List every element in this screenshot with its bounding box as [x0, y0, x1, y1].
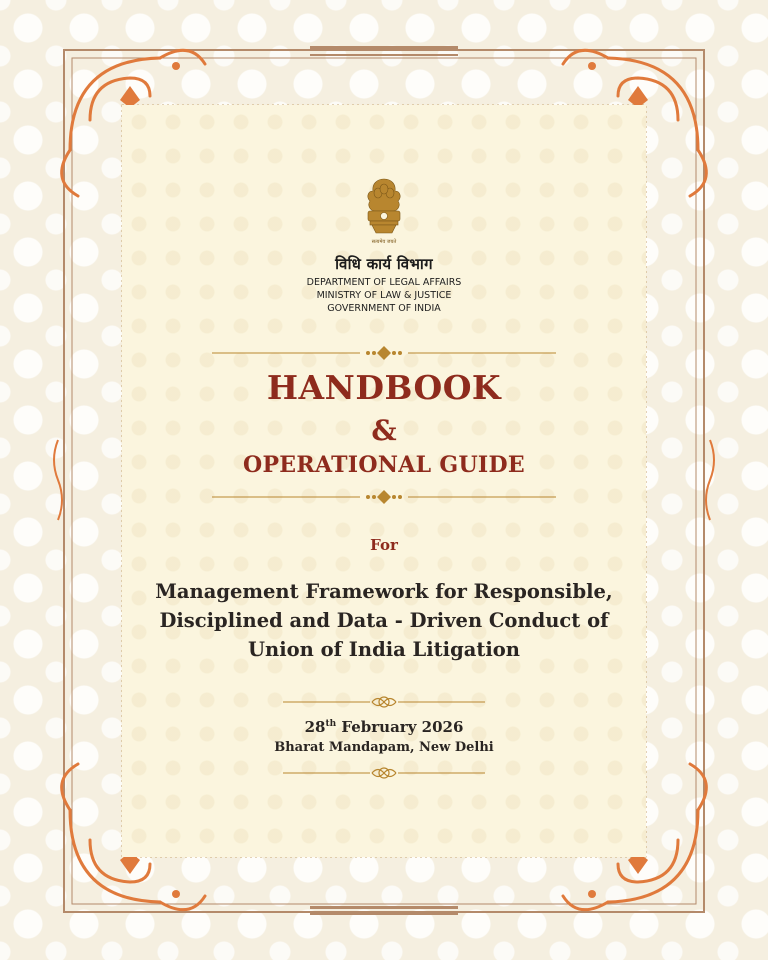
emblem-motto: सत्यमेव जयते — [371, 239, 397, 245]
date-suffix: th — [325, 719, 337, 729]
title-handbook: HANDBOOK — [266, 368, 502, 407]
subject-block — [0, 577, 768, 664]
date-day: 28 — [304, 718, 326, 736]
subject-line: Union of India Litigation — [248, 638, 520, 661]
subject-line: Management Framework for Responsible, — [155, 580, 613, 603]
title-ampersand: & — [371, 414, 397, 447]
department-hindi: विधि कार्य विभाग — [335, 255, 433, 273]
event-date — [0, 718, 768, 736]
subject-line: Disciplined and Data - Driven Conduct of — [159, 609, 609, 632]
department-name: DEPARTMENT OF LEGAL AFFAIRS — [306, 277, 462, 288]
ministry-name: MINISTRY OF LAW & JUSTICE — [316, 290, 452, 301]
government-name: GOVERNMENT OF INDIA — [327, 303, 441, 314]
event-venue: Bharat Mandapam, New Delhi — [274, 740, 494, 755]
date-month-year: February 2026 — [336, 718, 464, 736]
for-label: For — [370, 536, 398, 554]
title-operational-guide: OPERATIONAL GUIDE — [243, 452, 525, 478]
